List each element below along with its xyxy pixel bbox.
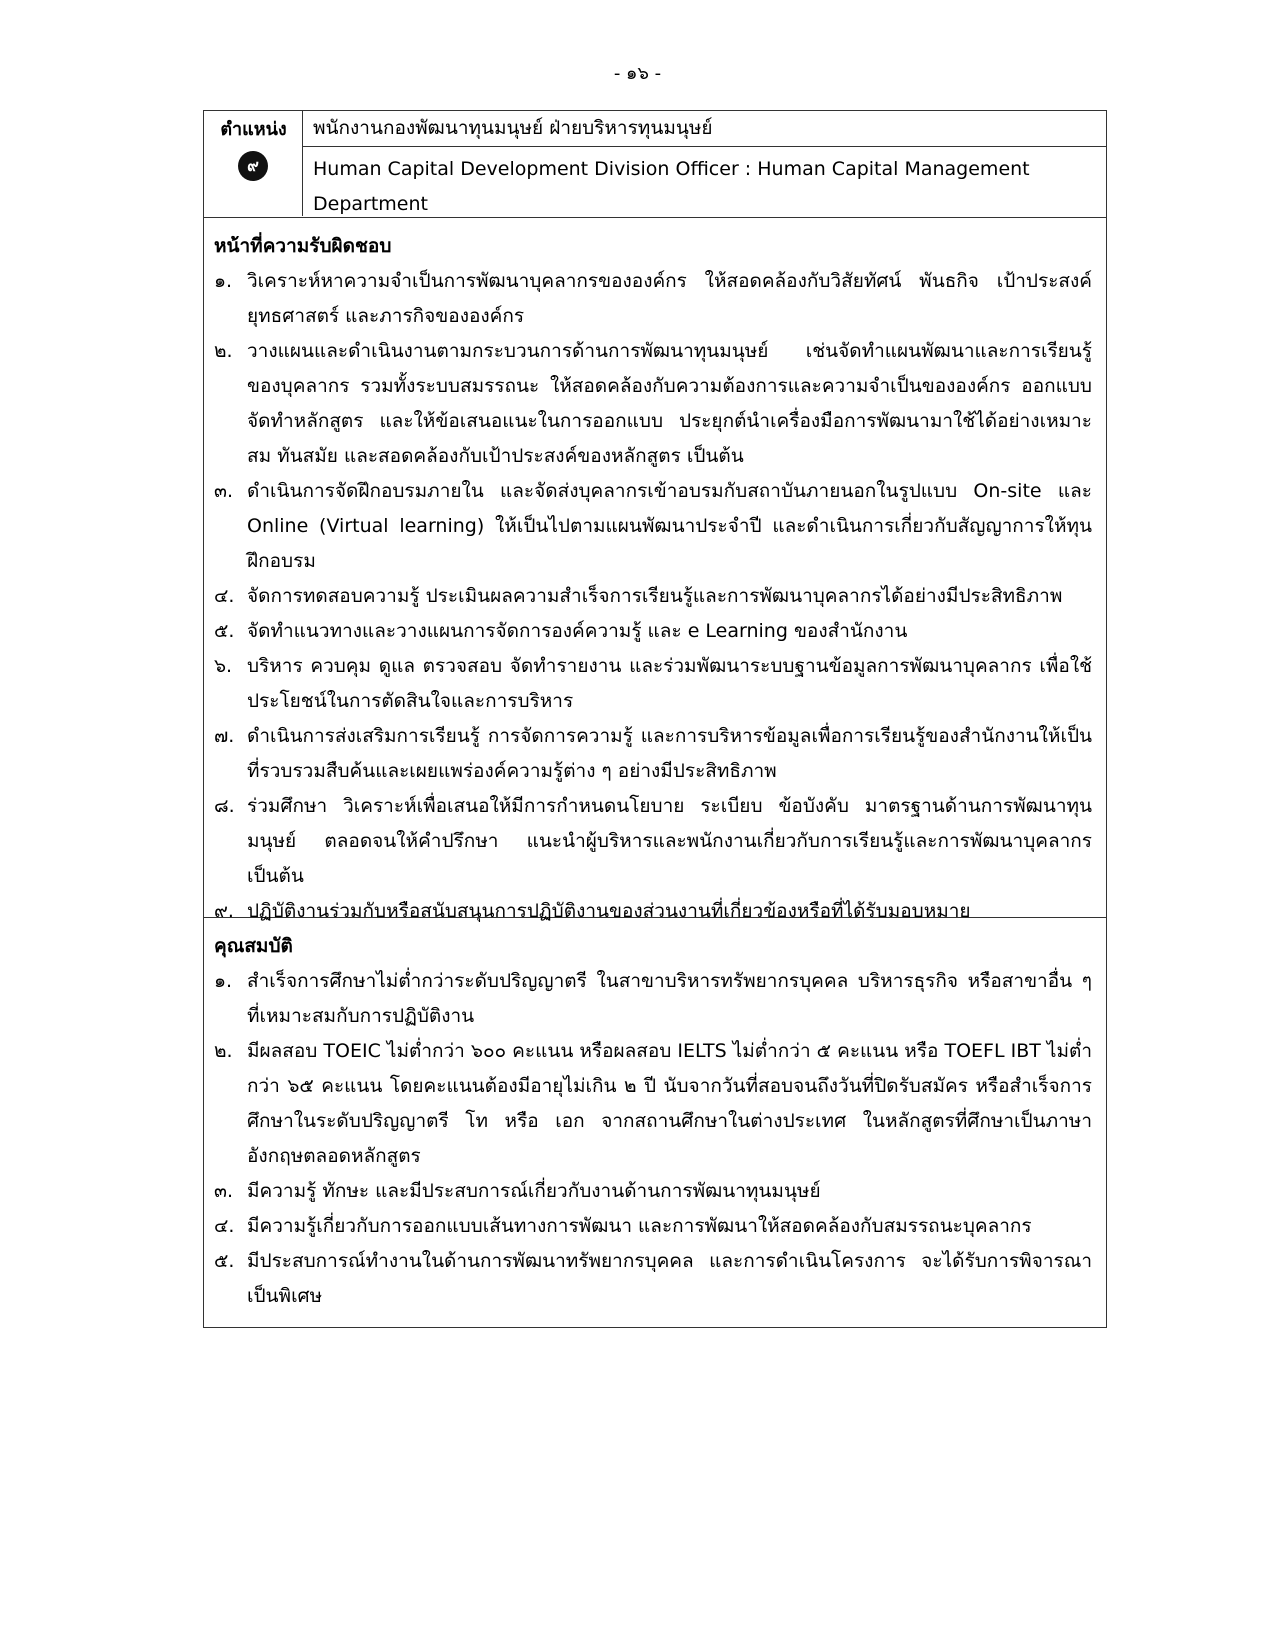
qualifications-section (204, 918, 1106, 1326)
item-text: จัดการทดสอบความรู้ ประเมินผลความสำเร็จการเรียนรู้และการพัฒนาบุคลากรได้อย่างมีประสิทธิภาพ (247, 585, 1063, 607)
list-item (214, 264, 1096, 334)
qualifications-heading: คุณสมบัติ (214, 935, 293, 957)
list-item (214, 1034, 1096, 1174)
item-text: ดำเนินการจัดฝึกอบรมภายใน และจัดส่งบุคลากรเข้าอบรมกับสถาบันภายนอกในรูปแบบ On-site และ Online (Virtual learning) ให้เป็นไปตามแผนพัฒนาประจำปี และดำเนินการเกี่ยวกับสัญญาการให้ทุนฝึกอบรม (247, 480, 1092, 572)
list-item (214, 1244, 1096, 1314)
item-text: จัดทำแนวทางและวางแผนการจัดการองค์ความรู้ และ e Learning ของสำนักงาน (247, 620, 908, 642)
item-text: บริหาร ควบคุม ดูแล ตรวจสอบ จัดทำรายงาน และร่วมพัฒนาระบบฐานข้อมูลการพัฒนาบุคลากร เพื่อใช้ประโยชน์ในการตัดสินใจและการบริหาร (247, 655, 1092, 712)
item-number: ๗. (214, 725, 235, 747)
item-number: ๕. (214, 1250, 235, 1272)
job-description-table (203, 110, 1107, 1328)
position-label: ตำแหน่ง (220, 119, 287, 140)
item-number: ๙. (214, 900, 234, 922)
responsibilities-section (204, 218, 1106, 922)
item-number: ๖. (214, 655, 233, 677)
item-number: ๒. (214, 1040, 233, 1062)
page-number: - ๑๖ - (613, 63, 662, 84)
item-number: ๓. (214, 1180, 234, 1202)
item-text: วิเคราะห์หาความจำเป็นการพัฒนาบุคลากรขององค์กร ให้สอดคล้องกับวิสัยทัศน์ พันธกิจ เป้าประสงค์ ยุทธศาสตร์ และภารกิจขององค์กร (247, 270, 1092, 327)
item-number: ๕. (214, 620, 235, 642)
item-text: ดำเนินการส่งเสริมการเรียนรู้ การจัดการความรู้ และการบริหารข้อมูลเพื่อการเรียนรู้ของสำนักงานให้เป็นที่รวบรวมสืบค้นและเผยแพร่องค์ความรู้ต่าง ๆ อย่างมีประสิทธิภาพ (247, 725, 1092, 782)
list-item (214, 789, 1096, 894)
list-item (214, 474, 1096, 579)
item-text: มีความรู้ ทักษะ และมีประสบการณ์เกี่ยวกับงานด้านการพัฒนาทุนมนุษย์ (247, 1180, 821, 1202)
item-text: ร่วมศึกษา วิเคราะห์เพื่อเสนอให้มีการกำหนดนโยบาย ระเบียบ ข้อบังคับ มาตรฐานด้านการพัฒนาทุนมนุษย์ ตลอดจนให้คำปรึกษา แนะนำผู้บริหารและพนักงานเกี่ยวกับการเรียนรู้และการพัฒนาบุคลากร เป็นต้น (247, 795, 1092, 887)
item-text: ปฏิบัติงานร่วมกับหรือสนับสนุนการปฏิบัติงานของส่วนงานที่เกี่ยวข้องหรือที่ได้รับมอบหมาย (247, 900, 971, 922)
item-number: ๑. (214, 970, 233, 992)
responsibilities-heading: หน้าที่ความรับผิดชอบ (214, 235, 392, 257)
list-item (214, 614, 1096, 649)
list-item (214, 964, 1096, 1034)
position-label-cell (204, 111, 303, 216)
list-item (214, 579, 1096, 614)
position-title-th: พนักงานกองพัฒนาทุนมนุษย์ ฝ่ายบริหารทุนมนุษย์ (303, 111, 1106, 147)
position-number-badge: ๙ (238, 151, 268, 181)
item-number: ๔. (214, 585, 235, 607)
item-number: ๒. (214, 340, 233, 362)
item-number: ๔. (214, 1215, 235, 1237)
list-item (214, 719, 1096, 789)
position-header (204, 111, 1106, 218)
item-number: ๑. (214, 270, 233, 292)
list-item (214, 1209, 1096, 1244)
item-number: ๓. (214, 480, 234, 502)
item-text: สำเร็จการศึกษาไม่ต่ำกว่าระดับปริญญาตรี ในสาขาบริหารทรัพยากรบุคคล บริหารธุรกิจ หรือสาขาอื่น ๆ ที่เหมาะสมกับการปฏิบัติงาน (247, 970, 1092, 1027)
position-title-en: Human Capital Development Division Officer : Human Capital Management Department (313, 158, 1030, 215)
list-item (214, 334, 1096, 474)
list-item (214, 1174, 1096, 1209)
item-text: มีผลสอบ TOEIC ไม่ต่ำกว่า ๖๐๐ คะแนน หรือผลสอบ IELTS ไม่ต่ำกว่า ๕ คะแนน หรือ TOEFL IBT ไม่ต่ำกว่า ๖๕ คะแนน โดยคะแนนต้องมีอายุไม่เกิน ๒ ปี นับจากวันที่สอบจนถึงวันที่ปิดรับสมัคร หรือสำเร็จการศึกษาในระดับปริญญาตรี โท หรือ เอก จากสถานศึกษาในต่างประเทศ ในหลักสูตรที่ศึกษาเป็นภาษาอังกฤษตลอดหลักสูตร (247, 1040, 1092, 1167)
item-text: วางแผนและดำเนินงานตามกระบวนการด้านการพัฒนาทุนมนุษย์ เช่นจัดทำแผนพัฒนาและการเรียนรู้ของบุคลากร รวมทั้งระบบสมรรถนะ ให้สอดคล้องกับความต้องการและความจำเป็นขององค์กร ออกแบบ จัดทำหลักสูตร และให้ข้อเสนอแนะในการออกแบบ ประยุกต์นำเครื่องมือการพัฒนามาใช้ได้อย่างเหมาะสม ทันสมัย และสอดคล้องกับเป้าประสงค์ของหลักสูตร เป็นต้น (247, 340, 1092, 467)
list-item (214, 649, 1096, 719)
item-text: มีประสบการณ์ทำงานในด้านการพัฒนาทรัพยากรบุคคล และการดำเนินโครงการ จะได้รับการพิจารณาเป็นพิเศษ (247, 1250, 1092, 1307)
item-text: มีความรู้เกี่ยวกับการออกแบบเส้นทางการพัฒนา และการพัฒนาให้สอดคล้องกับสมรรถนะบุคลากร (247, 1215, 1032, 1237)
item-number: ๘. (214, 795, 235, 817)
